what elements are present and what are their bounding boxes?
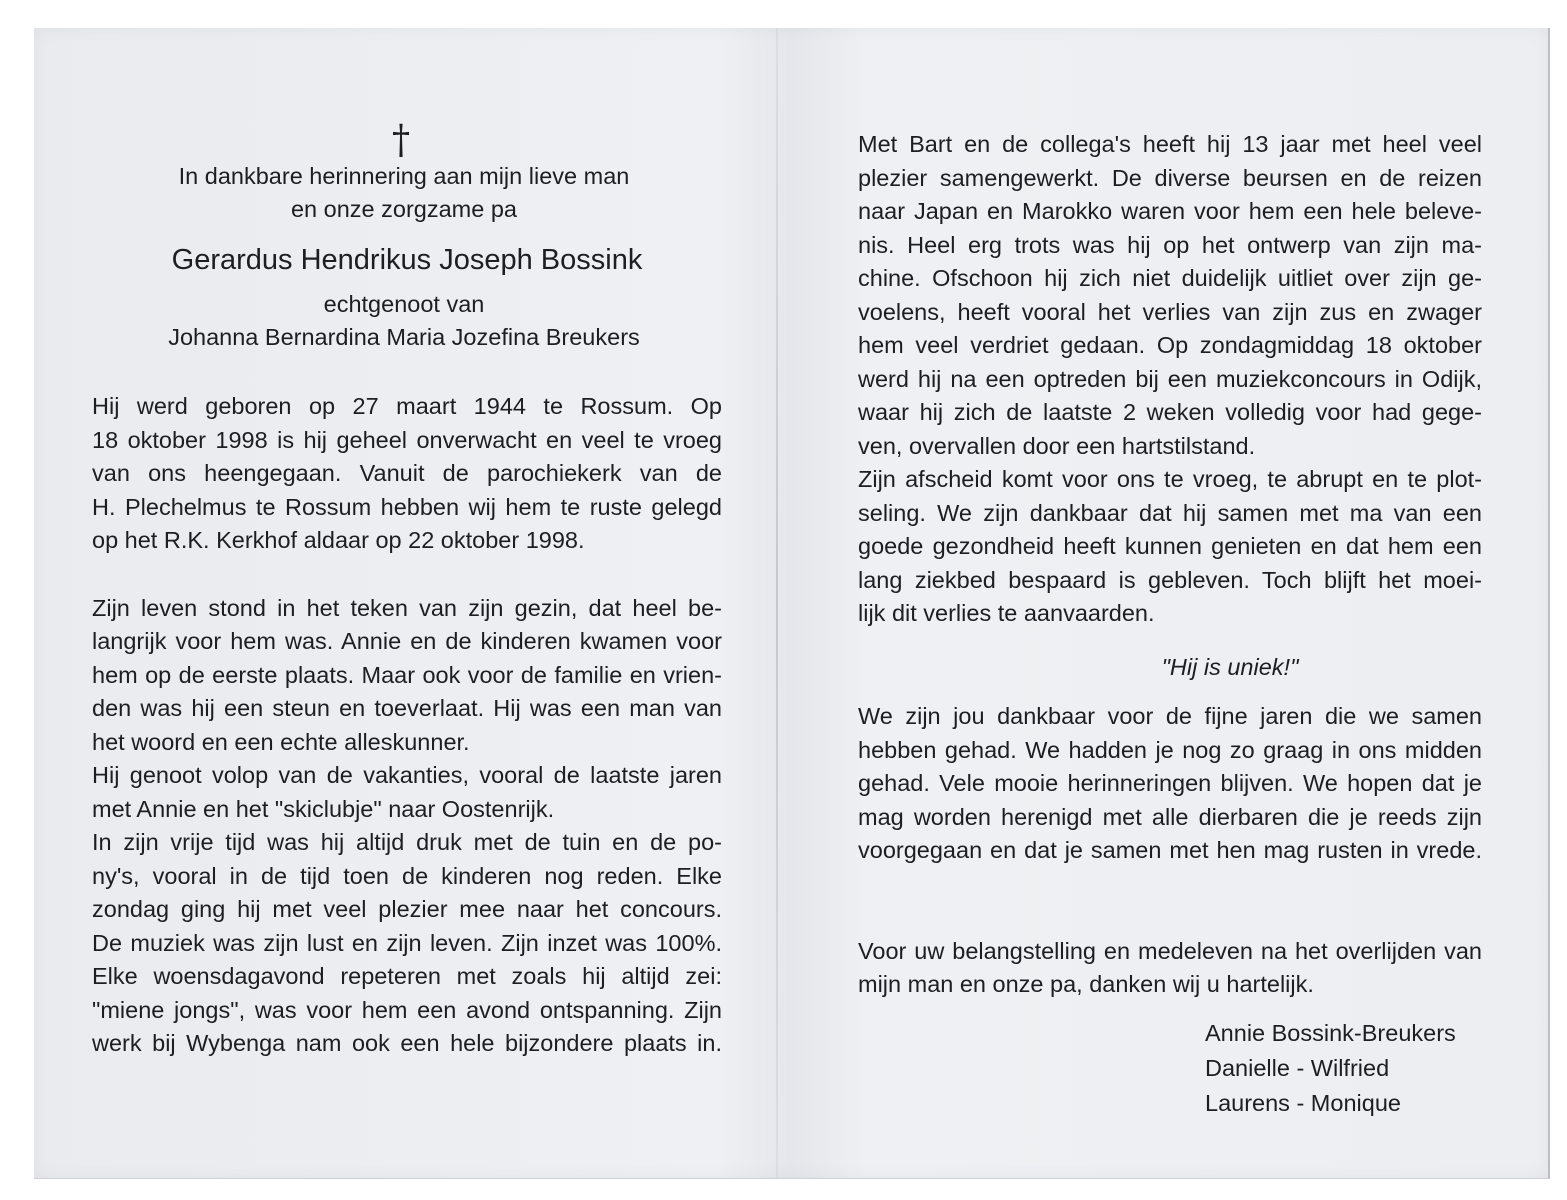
deceased-name: Gerardus Hendrikus Joseph Bossink: [171, 244, 643, 276]
quote: "Hij is uniek!": [1161, 653, 1299, 680]
cross-icon: †: [392, 117, 410, 163]
family-paragraph: Zijn leven stond in het teken van zijn gezin, dat heel be- langrijk voor hem was. Annie en de kinderen kwamen voor hem op de eerste plaats. Maar ook voor de familie en vrien- den was hij een steun en toeverlaat. Hij was een man van het woord en een echte alleskunner.: [92, 594, 722, 755]
dedication: In dankbare herinnering aan mijn lieve man en onze zorgzame pa: [178, 163, 630, 222]
left-page: [92, 117, 722, 1061]
spouse-info: echtgenoot van Johanna Bernardina Maria Jozefina Breukers: [168, 291, 640, 350]
signatures: [1205, 1016, 1456, 1121]
signature-line: Annie Bossink-Breukers: [1205, 1020, 1456, 1046]
signature-line: Laurens - Monique: [1205, 1090, 1401, 1116]
vacation-paragraph: Hij genoot volop van de vakanties, vooral de laatste jaren met Annie en het "skiclubje" naar Oostenrijk.: [92, 762, 722, 822]
right-page: [858, 128, 1482, 1002]
card-fold: [776, 28, 778, 1178]
thanks-paragraph: Voor uw belangstelling en medeleven na het overlijden van mijn man en onze pa, danken wij u hartelijk.: [858, 937, 1482, 997]
gratitude-paragraph: We zijn jou dankbaar voor de fijne jaren die we samen hebben gehad. We hadden je nog zo graag in ons midden gehad. Vele mooie herinneringen blijven. We hopen dat je mag worden herenigd met alle dierbaren die je reeds zijn voorgegaan en dat je samen met hen mag rusten in vrede.: [858, 703, 1482, 863]
hobbies-paragraph: In zijn vrije tijd was hij altijd druk met de tuin en de po- ny's, vooral in de tijd toen de kinderen nog reden. Elke zondag ging hij met veel plezier mee naar het concours. De muziek was zijn lust en zijn leven. Zijn inzet was 100%. Elke woensdagavond repeteren met zoals hij altijd zei: "miene jongs", was voor hem een avond ontspanning. Zijn werk bij Wybenga nam ook een hele bijzondere plaats in.: [92, 829, 722, 1056]
signature-line: Danielle - Wilfried: [1205, 1055, 1390, 1081]
farewell-paragraph: Zijn afscheid komt voor ons te vroeg, te abrupt en te plot- seling. We zijn dankbaar dat hij samen met ma van een goede gezondheid heeft kunnen genieten en dat hem een lang ziekbed bespaard is gebleven. Toch blijft het moei- lijk dit verlies te aanvaarden.: [858, 466, 1482, 626]
work-paragraph: Met Bart en de collega's heeft hij 13 jaar met heel veel plezier samengewerkt. De diverse beursen en de reizen naar Japan en Marokko waren voor hem een hele beleve- nis. Heel erg trots was hij op het ontwerp van zijn ma- chine. Ofschoon hij zich niet duidelijk uitliet over zijn ge- voelens, heeft vooral het verlies van zijn zus en zwager hem veel verdriet gedaan. Op zondagmiddag 18 oktober werd hij na een optreden bij een muziekconcours in Odijk, waar hij zich de laatste 2 weken volledig voor had gege- ven, overvallen door een hartstilstand.: [858, 131, 1482, 459]
birth-death-paragraph: Hij werd geboren op 27 maart 1944 te Rossum. Op 18 oktober 1998 is hij geheel onverwacht en veel te vroeg van ons heengegaan. Vanuit de parochiekerk van de H. Plechelmus te Rossum hebben wij hem te ruste gelegd op het R.K. Kerkhof aldaar op 22 oktober 1998.: [92, 393, 722, 553]
